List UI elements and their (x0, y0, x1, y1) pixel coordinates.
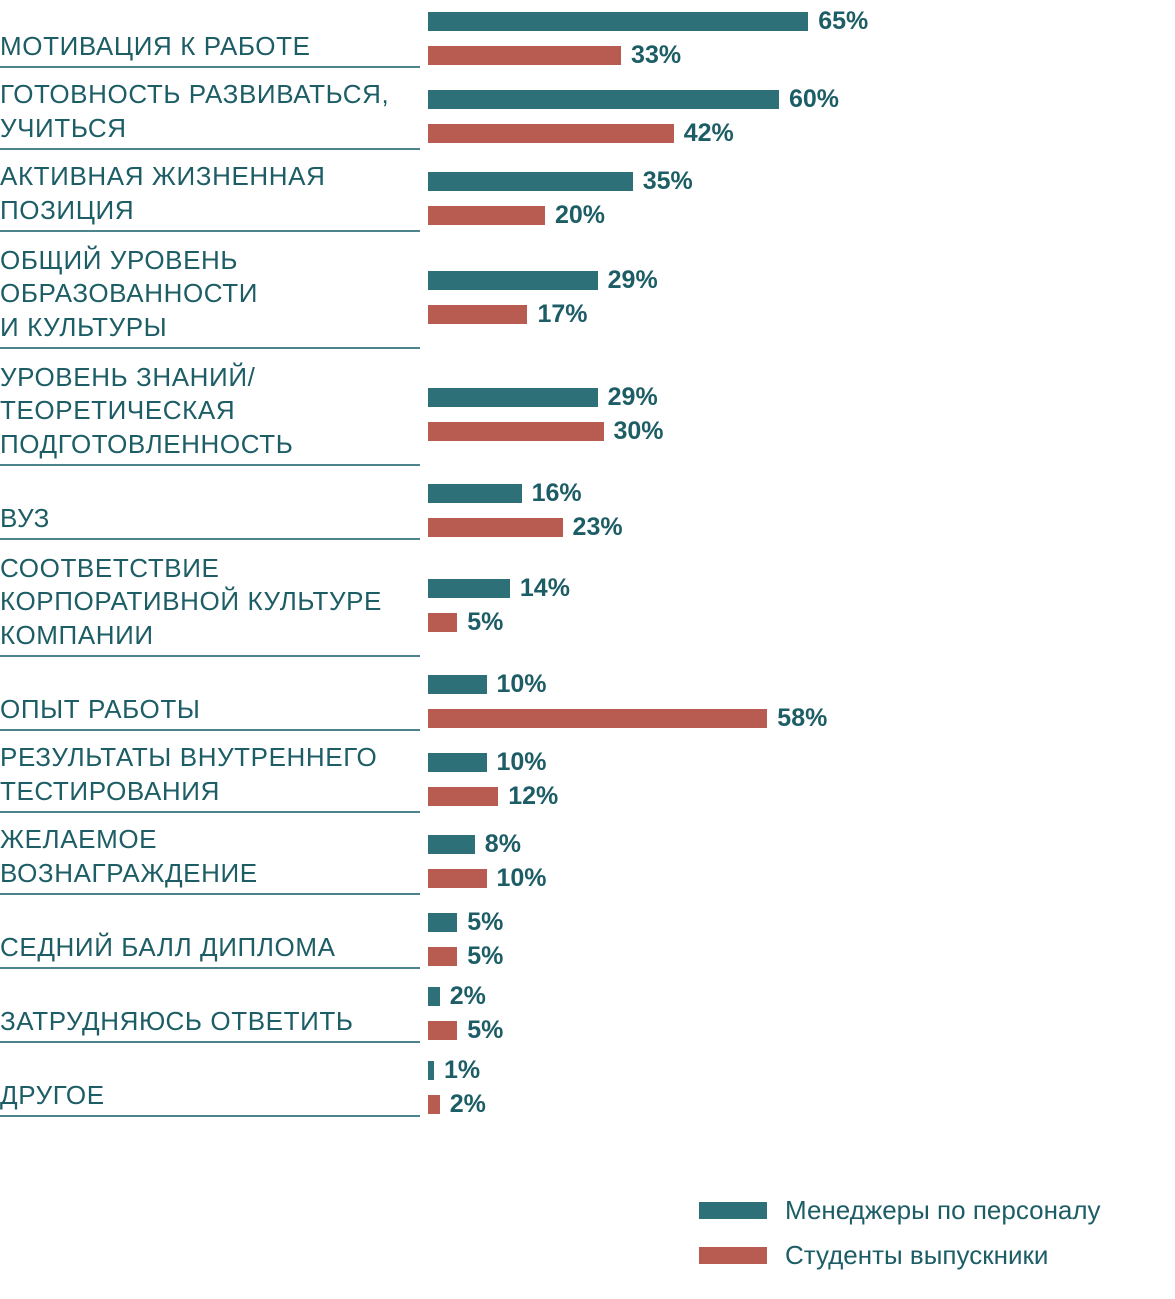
bar-value-label: 60% (789, 84, 840, 113)
chart-row (0, 156, 1175, 238)
category-label-cell (0, 819, 428, 901)
category-label-cell (0, 355, 428, 472)
category-label-cell (0, 737, 428, 819)
legend-item-graduates (699, 1240, 1169, 1271)
bar-rect (428, 753, 487, 772)
legend-label: Студенты выпускники (785, 1240, 1049, 1270)
category-label: ОБРАЗОВАННОСТИ (0, 278, 259, 309)
bar-rect (428, 271, 598, 290)
bars-cell (428, 238, 1175, 367)
category-label: И КУЛЬТУРЫ (0, 312, 168, 343)
bar-value-label: 5% (467, 907, 504, 936)
bar-rect (428, 869, 487, 888)
bar-rect (428, 835, 475, 854)
bar-hr-managers (428, 479, 1175, 507)
label-underline (0, 967, 420, 969)
bar-rect (428, 422, 604, 441)
bar-hr-managers (428, 982, 1175, 1010)
category-label: РЕЗУЛЬТАТЫ ВНУТРЕННЕГО (0, 742, 378, 773)
category-label: ОПЫТ РАБОТЫ (0, 694, 201, 725)
legend-label: Менеджеры по персоналу (785, 1195, 1101, 1225)
category-label: СООТВЕТСТВИЕ (0, 552, 220, 583)
category-label-cell (0, 901, 428, 975)
label-underline (0, 230, 420, 232)
category-label-cell (0, 663, 428, 737)
bars-cell (428, 819, 1175, 913)
bar-value-label: 10% (496, 863, 547, 892)
chart-row (0, 975, 1175, 1049)
bar-rect (428, 1095, 440, 1114)
bar-hr-managers (428, 267, 1175, 295)
bar-graduates (428, 1090, 1175, 1118)
label-underline (0, 1041, 420, 1043)
label-underline (0, 729, 420, 731)
bar-graduates (428, 201, 1175, 229)
chart-row (0, 546, 1175, 663)
bar-rect (428, 484, 522, 503)
bar-value-label: 65% (818, 6, 869, 35)
bar-graduates (428, 704, 1175, 732)
bars-cell (428, 737, 1175, 831)
bar-hr-managers (428, 575, 1175, 603)
bar-graduates (428, 942, 1175, 970)
label-underline (0, 464, 420, 466)
category-label: ЗАТРУДНЯЮСЬ ОТВЕТИТЬ (0, 1006, 354, 1037)
chart-row (0, 0, 1175, 74)
bar-value-label: 5% (467, 941, 504, 970)
bar-rect (428, 1021, 457, 1040)
bar-value-label: 2% (449, 1089, 486, 1118)
bar-value-label: 10% (496, 747, 547, 776)
chart-row (0, 238, 1175, 355)
label-underline (0, 893, 420, 895)
bar-hr-managers (428, 384, 1175, 412)
bar-rect (428, 90, 779, 109)
bars-cell (428, 1049, 1175, 1135)
bar-value-label: 29% (607, 266, 658, 294)
label-underline (0, 347, 420, 349)
label-underline (0, 148, 420, 150)
bar-value-label: 23% (572, 512, 623, 541)
category-label-cell (0, 975, 428, 1049)
bar-graduates (428, 1016, 1175, 1044)
bar-value-label: 14% (519, 574, 570, 602)
chart-row (0, 819, 1175, 901)
category-label-cell (0, 156, 428, 238)
category-label: ТЕОРЕТИЧЕСКАЯ (0, 395, 236, 426)
category-label: ПОЗИЦИЯ (0, 195, 135, 226)
category-label: ВУЗ (0, 503, 50, 534)
bar-value-label: 58% (777, 703, 828, 732)
category-label: УЧИТЬСЯ (0, 113, 127, 144)
bar-rect (428, 709, 767, 728)
bar-hr-managers (428, 908, 1175, 936)
category-label: КОМПАНИИ (0, 620, 154, 651)
bar-value-label: 29% (607, 383, 658, 411)
bars-cell (428, 355, 1175, 484)
legend-swatch-icon (699, 1247, 767, 1264)
bar-rect (428, 518, 563, 537)
chart-row (0, 901, 1175, 975)
bars-cell (428, 74, 1175, 168)
category-label: КОРПОРАТИВНОЙ КУЛЬТУРЕ (0, 586, 382, 617)
bar-hr-managers (428, 1056, 1175, 1084)
category-label: ГОТОВНОСТЬ РАЗВИВАТЬСЯ, (0, 79, 390, 110)
bar-value-label: 12% (508, 781, 559, 810)
bar-rect (428, 787, 498, 806)
category-label: УРОВЕНЬ ЗНАНИЙ/ (0, 361, 256, 392)
label-underline (0, 811, 420, 813)
bar-hr-managers (428, 670, 1175, 698)
chart-row (0, 74, 1175, 156)
category-label-cell (0, 238, 428, 355)
category-label: ДРУГОЕ (0, 1080, 105, 1111)
chart-row (0, 472, 1175, 546)
category-label-cell (0, 74, 428, 156)
bar-hr-managers (428, 748, 1175, 776)
bar-value-label: 33% (631, 40, 682, 69)
label-underline (0, 1115, 420, 1117)
chart-row (0, 737, 1175, 819)
bar-rect (428, 206, 545, 225)
category-label-cell (0, 1049, 428, 1123)
bar-rect (428, 124, 674, 143)
bar-graduates (428, 782, 1175, 810)
bar-rect (428, 913, 457, 932)
bar-graduates (428, 301, 1175, 329)
category-label-cell (0, 0, 428, 74)
category-label: МОТИВАЦИЯ К РАБОТЕ (0, 31, 311, 62)
category-label-cell (0, 546, 428, 663)
bar-graduates (428, 41, 1175, 69)
category-label: СЕДНИЙ БАЛЛ ДИПЛОМА (0, 932, 336, 963)
bar-value-label: 2% (449, 981, 486, 1010)
bar-rect (428, 947, 457, 966)
bar-hr-managers (428, 85, 1175, 113)
bar-hr-managers (428, 830, 1175, 858)
category-label: ОБЩИЙ УРОВЕНЬ (0, 244, 239, 275)
label-underline (0, 655, 420, 657)
category-label-cell (0, 472, 428, 546)
chart-row (0, 355, 1175, 472)
bar-graduates (428, 513, 1175, 541)
bar-rect (428, 1061, 434, 1080)
bar-rect (428, 675, 487, 694)
bar-graduates (428, 119, 1175, 147)
chart-row (0, 663, 1175, 737)
bar-value-label: 5% (467, 1015, 504, 1044)
legend-swatch-icon (699, 1202, 767, 1219)
bar-hr-managers (428, 7, 1175, 35)
bar-value-label: 16% (531, 478, 582, 507)
label-underline (0, 538, 420, 540)
bar-graduates (428, 864, 1175, 892)
bar-value-label: 20% (555, 200, 606, 229)
bar-value-label: 30% (613, 417, 664, 445)
bar-rect (428, 613, 457, 632)
bar-rect (428, 579, 510, 598)
bar-graduates (428, 418, 1175, 446)
bar-rect (428, 172, 633, 191)
bar-value-label: 5% (467, 608, 504, 636)
chart-legend (699, 1195, 1169, 1285)
bar-rect (428, 388, 598, 407)
bar-rect (428, 305, 527, 324)
bars-cell (428, 156, 1175, 250)
bar-rect (428, 987, 440, 1006)
category-label: ТЕСТИРОВАНИЯ (0, 776, 220, 807)
bar-hr-managers (428, 167, 1175, 195)
bar-value-label: 35% (642, 166, 693, 195)
category-label: АКТИВНАЯ ЖИЗНЕННАЯ (0, 161, 326, 192)
bar-graduates (428, 609, 1175, 637)
bar-value-label: 10% (496, 669, 547, 698)
chart-row (0, 1049, 1175, 1123)
category-label: ВОЗНАГРАЖДЕНИЕ (0, 858, 258, 889)
bar-value-label: 1% (444, 1055, 481, 1084)
bar-rect (428, 12, 808, 31)
bars-cell (428, 546, 1175, 675)
bar-rect (428, 46, 621, 65)
bar-value-label: 17% (537, 300, 588, 328)
label-underline (0, 66, 420, 68)
category-label: ЖЕЛАЕМОЕ (0, 824, 158, 855)
legend-item-hr-managers (699, 1195, 1169, 1226)
bar-value-label: 8% (484, 829, 521, 858)
category-label: ПОДГОТОВЛЕННОСТЬ (0, 429, 294, 460)
bar-value-label: 42% (683, 118, 734, 147)
